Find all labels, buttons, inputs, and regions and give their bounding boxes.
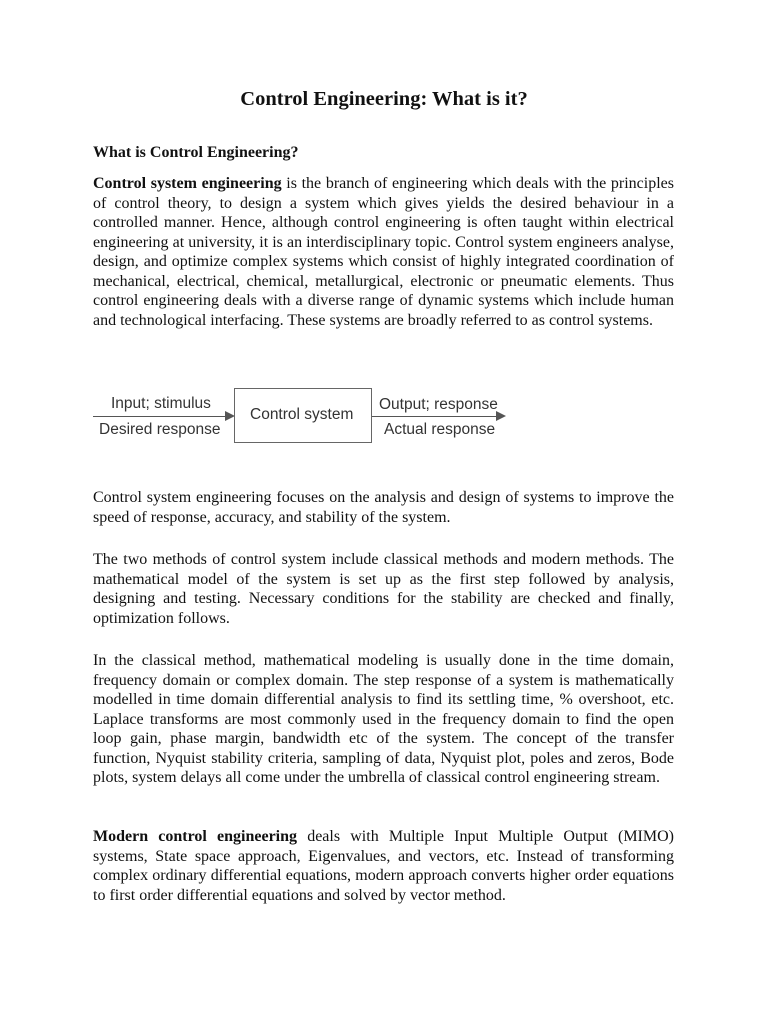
section-heading: What is Control Engineering? (93, 144, 299, 161)
paragraph-focus: Control system engineering focuses on the analysis and design of systems to improve the speed of response, accuracy, and stability of the system. (93, 489, 674, 526)
paragraph-definition (93, 174, 674, 330)
diagram-output-line (372, 416, 499, 417)
paragraph-modern-bold: Modern control engineering (93, 828, 298, 845)
paragraph-modern (93, 827, 674, 905)
diagram-input-line (93, 416, 229, 417)
diagram-input-label: Input; stimulus (111, 395, 211, 412)
paragraph-definition-bold: Control system engineering (93, 175, 282, 192)
paragraph-modern-text: deals with Multiple Input Multiple Output (MIMO) systems, State space approach, Eigenvalues, and vectors, etc. Instead of transforming complex ordinary differential equations, modern approach converts higher order equations to first order differential equations and solved by vector method. (93, 828, 674, 904)
paragraph-definition-text: is the branch of engineering which deals with the principles of control theory, to design a system which gives yields the desired behaviour in a controlled manner. Hence, although control engineering is often taught within electrical engineering at university, it is an interdisciplinary topic. Control system engineers analyse, design, and optimize complex systems which consist of highly integrated coordination of mechanical, electrical, chemical, metallurgical, electronic or pneumatic elements. Thus control engineering deals with a diverse range of dynamic systems which include human and technological interfacing. These systems are broadly referred to as control systems. (93, 175, 674, 329)
paragraph-methods: The two methods of control system include classical methods and modern methods. The mathematical model of the system is set up as the first step followed by analysis, designing and testing. Necessary conditions for the stability are checked and finally, optimization follows. (93, 551, 674, 627)
diagram-desired-response-label: Desired response (99, 421, 221, 438)
diagram-output-label: Output; response (379, 396, 498, 413)
document-title: Control Engineering: What is it? (240, 88, 528, 110)
control-system-diagram (93, 386, 513, 446)
diagram-actual-response-label: Actual response (384, 421, 496, 438)
paragraph-classical: In the classical method, mathematical modeling is usually done in the time domain, frequency domain or complex domain. The step response of a system is mathematically modelled in time domain differential analysis to find its settling time, % overshoot, etc. Laplace transforms are most commonly used in the frequency domain to find the open loop gain, phase margin, bandwidth etc of the system. The concept of the transfer function, Nyquist stability criteria, sampling of data, Nyquist plot, poles and zeros, Bode plots, system delays all come under the umbrella of classical control engineering stream. (93, 652, 674, 786)
diagram-box-label: Control system (250, 406, 354, 423)
